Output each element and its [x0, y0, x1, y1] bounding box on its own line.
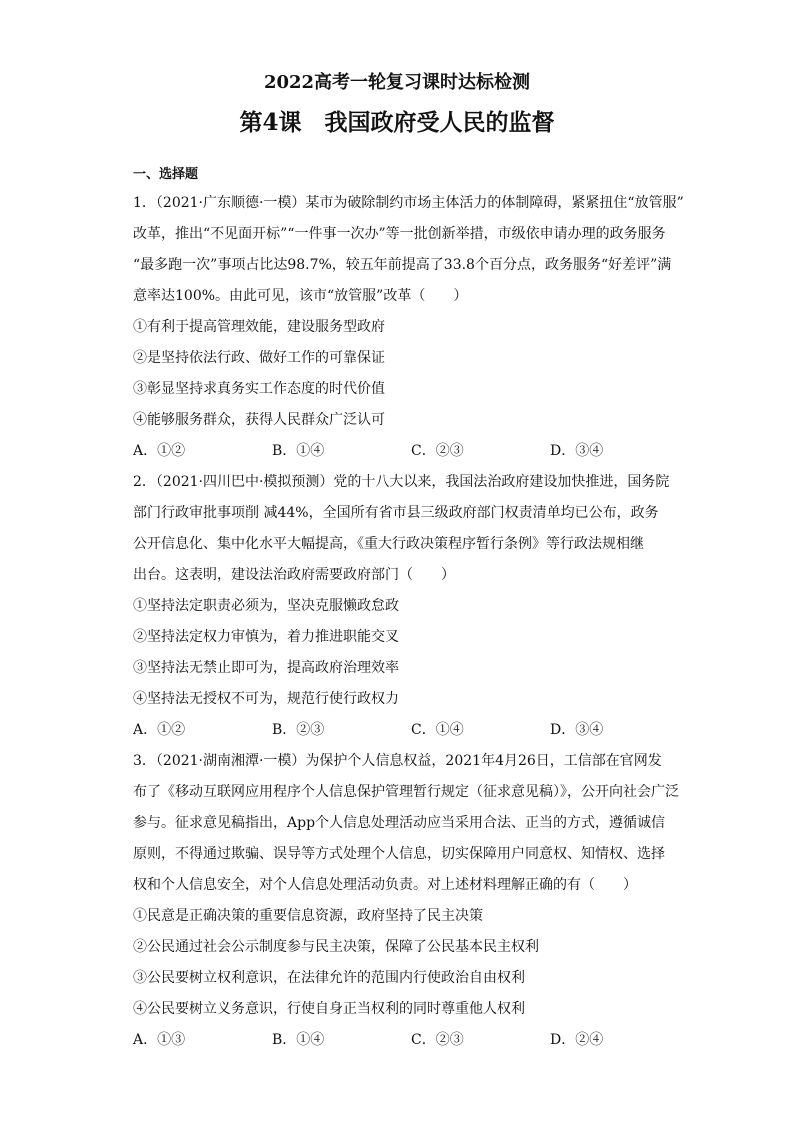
- statement-option: ③彰显坚持求真务实工作态度的时代价值: [133, 381, 385, 397]
- choice-d: D．③④: [550, 722, 604, 738]
- choice-c: C．①④: [411, 722, 464, 738]
- choice-d: D．③④: [550, 443, 604, 459]
- question-stem-line: 公开信息化、集中化水平大幅提高，《重大行政决策程序暂行条例》等行政法规相继: [133, 536, 644, 552]
- question-2: [133, 467, 673, 746]
- question-stem-line: 3．（2021·湖南湘潭·一模）为保护个人信息权益，2021年4月26日，工信部在官网发: [133, 753, 662, 769]
- question-stem-line: 部门行政审批事项削 减44%，全国所有省市县三级政府部门权责清单均已公布，政务: [133, 505, 659, 521]
- statement-option: ②公民通过社会公示制度参与民主决策，保障了公民基本民主权利: [133, 939, 539, 955]
- answer-choices: [133, 1025, 673, 1056]
- choice-a: A．①②: [133, 443, 186, 459]
- statement-option: ②是坚持依法行政、做好工作的可靠保证: [133, 350, 385, 366]
- choice-c: C．②③: [411, 443, 464, 459]
- statement-option: ①民意是正确决策的重要信息资源，政府坚持了民主决策: [133, 908, 483, 924]
- section-heading: 一、选择题: [133, 167, 199, 182]
- answer-choices: [133, 715, 673, 746]
- choice-b: B．②③: [272, 722, 325, 738]
- question-stem-line: 权和个人信息安全，对个人信息处理活动负责。对上述材料理解正确的有（ ）: [133, 877, 637, 893]
- statement-option: ③公民要树立权利意识，在法律允许的范围内行使政治自由权利: [133, 970, 525, 986]
- choice-b: B．①④: [272, 443, 325, 459]
- statement-option: ②坚持法定权力审慎为，着力推进职能交叉: [133, 629, 399, 645]
- answer-choices: [133, 436, 673, 467]
- statement-option: ④能够服务群众，获得人民群众广泛认可: [133, 412, 385, 428]
- statement-option: ④公民要树立义务意识，行使自身正当权利的同时尊重他人权利: [133, 1001, 525, 1017]
- question-list: [133, 188, 684, 1056]
- question-1: [133, 188, 684, 467]
- question-stem-line: 改革，推出“不见面开标”“一件事一次办”等一批创新举措，市级依申请办理的政务服务: [133, 226, 666, 242]
- choice-a: A．①②: [133, 722, 186, 738]
- statement-option: ①有利于提高管理效能，建设服务型政府: [133, 319, 385, 335]
- lesson-title: 第4课 我国政府受人民的监督: [239, 109, 555, 136]
- choice-d: D．②④: [550, 1032, 604, 1048]
- question-stem-line: “最多跑一次”事项占比达98.7%，较五年前提高了33.8个百分点，政务服务“好差评”满: [133, 257, 672, 273]
- question-stem-line: 原则，不得通过欺骗、误导等方式处理个人信息，切实保障用户同意权、知情权、选择: [133, 846, 665, 862]
- statement-option: ④坚持法无授权不可为，规范行使行政权力: [133, 691, 399, 707]
- statement-option: ③坚持法无禁止即可为，提高政府治理效率: [133, 660, 399, 676]
- question-stem-line: 参与。征求意见稿指出，App个人信息处理活动应当采用合法、正当的方式，遵循诚信: [133, 815, 666, 831]
- question-stem-line: 意率达100%。由此可见，该市“放管服”改革（ ）: [133, 288, 468, 304]
- question-stem-line: 布了《移动互联网应用程序个人信息保护管理暂行规定（征求意见稿）》，公开向社会广泛: [133, 784, 679, 800]
- question-stem-line: 出台。这表明，建设法治政府需要政府部门（ ）: [133, 567, 455, 583]
- question-stem-line: 1．（2021·广东顺德·一模）某市为破除制约市场主体活力的体制障碍，紧紧扭住“放管服”: [133, 195, 684, 211]
- choice-b: B．①④: [272, 1032, 325, 1048]
- question-stem-line: 2．（2021·四川巴中·模拟预测）党的十八大以来，我国法治政府建设加快推进，国务院: [133, 474, 670, 490]
- question-3: [133, 746, 679, 1056]
- choice-c: C．②③: [411, 1032, 464, 1048]
- statement-option: ①坚持法定职责必须为，坚决克服懒政怠政: [133, 598, 399, 614]
- document-title: 2022高考一轮复习课时达标检测: [263, 72, 531, 93]
- choice-a: A．①③: [133, 1032, 186, 1048]
